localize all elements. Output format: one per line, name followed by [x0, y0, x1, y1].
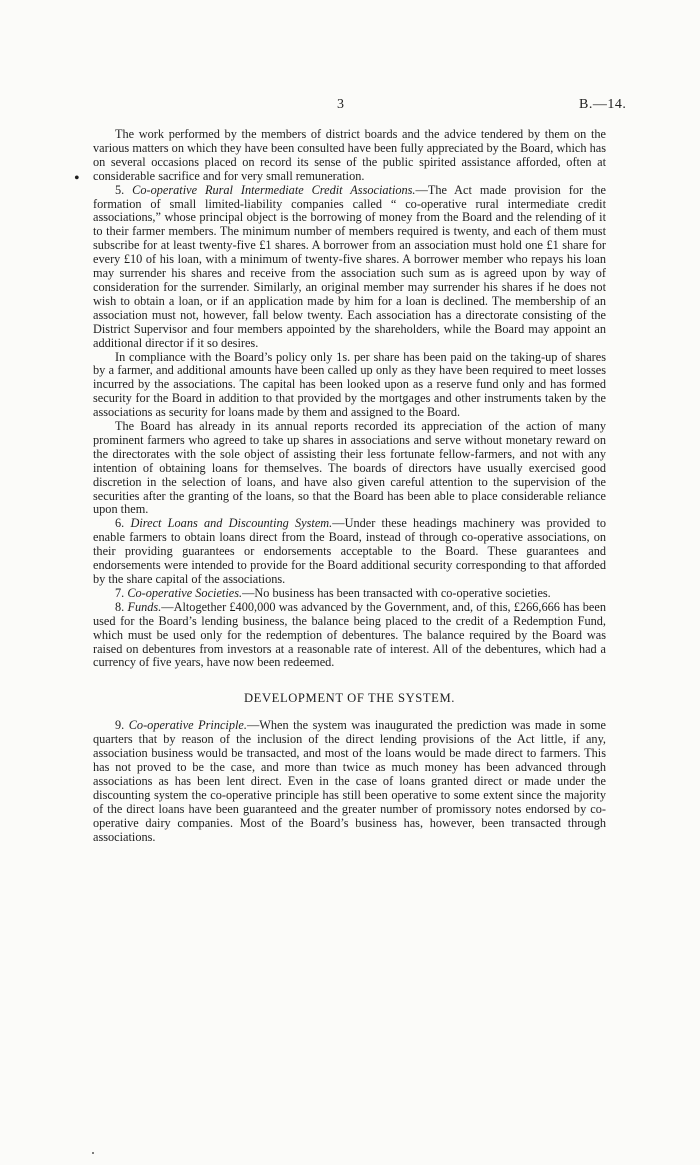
- page-number: 3: [337, 97, 344, 112]
- section-number: 6.: [115, 516, 125, 531]
- section-body: —Under these headings machinery was provided to enable farmers to obtain loans direct from the Board, instead of through co-operative associations, on their providing guarantees or endorsements acceptable to the Board. These guarantees and endorsements were intended to provide for the Board additional security corresponding to that afforded by the share capital of the associations.: [93, 516, 607, 586]
- section-title: Co-operative Societies.: [127, 585, 243, 600]
- section-body: —No business has been transacted with co-operative societies.: [242, 585, 551, 600]
- document-reference: B.—14.: [579, 97, 627, 112]
- section-body: —When the system was inaugurated the prediction was made in some quarters that by reason of the inclusion of the direct lending provisions of the Act little, if any, association business would be transacted, and most of the loans would be made direct to farmers. This has not proved to be the case, and more than twice as much money has been advanced through associations as has been lent direct. Even in the case of loans granted direct or made under the discounting system the co-operative principle has still been operative to some extent since the majority of the direct loans have been guaranteed and the greater number of promissory notes endorsed by co-operative dairy companies. Most of the Board’s business has, however, been transacted through associations.: [93, 718, 607, 844]
- section-title: Co-operative Principle.: [128, 718, 247, 733]
- paragraph-rural-credit-associations: [93, 184, 606, 351]
- section-body: —The Act made provision for the formation of small limited-liability companies called “ co-operative rural intermediate credit associations,” whose principal object is the borrowing of money from the Board and the relending of it to their farmer members. The minimum number of members required is twenty, and each of them must subscribe for at least twenty-five £1 shares. A borrower from an association must hold one £1 share for every £10 of his loan, with a minimum of twenty-five shares. A borrower member who repays his loan may surrender his shares and receive from the association such sum as is agreed upon by way of consideration for the surrender. Similarly, an original member may surrender his shares if he does not wish to obtain a loan, or if an application made by him for a loan is declined. The membership of an association must not, however, fall below twenty. Each association has a directorate consisting of the District Supervisor and four members appointed by the shareholders, while the Board may appoint an additional director if it so desires.: [93, 182, 607, 350]
- section-title: Funds.: [127, 599, 162, 614]
- section-number: 7.: [115, 585, 125, 600]
- body-text: [93, 128, 606, 844]
- section-heading: DEVELOPMENT OF THE SYSTEM.: [243, 691, 456, 706]
- page-header: [0, 97, 700, 117]
- section-title: Direct Loans and Discounting System.: [130, 516, 333, 531]
- paragraph-farmer-appreciation: The Board has already in its annual reports recorded its appreciation of the action of many prominent farmers who agreed to take up shares in associations and serve without monetary reward on the directorates with the sole object of assisting their less fortunate fellow-farmers, and not with any intention of obtaining loans for themselves. The boards of directors have usually exercised good discretion in the selection of loans, and have also given careful attention to the supervision of the securities after the granting of the loans, so that the Board has been able to place considerable reliance upon them.: [93, 419, 606, 517]
- scan-mark: [92, 1152, 94, 1154]
- paragraph-funds: [93, 601, 606, 671]
- section-body: —Altogether £400,000 was advanced by the Government, and, of this, £266,666 has been used for the Board’s lending business, the balance being placed to the credit of a Redemption Fund, which must be used only for the redemption of debentures. The balance required by the Board was raised on debentures from investors at a reasonable rate of interest. All of the debentures, which had a currency of five years, have now been redeemed.: [93, 599, 606, 670]
- paragraph-direct-loans: [93, 517, 606, 587]
- paragraph-co-operative-societies: [93, 587, 606, 601]
- paragraph-board-appreciation: The work performed by the members of district boards and the advice tendered by them on the various matters on which they have been consulted have been fully appreciated by the Board, which has on several occasions placed on record its sense of the public spirited assistance afforded, often at considerable sacrifice and for very small remuneration.: [93, 127, 606, 183]
- section-title: Co-operative Rural Intermediate Credit Associations.: [132, 182, 416, 197]
- paragraph-co-operative-principle: [93, 719, 606, 844]
- section-number: 9.: [115, 718, 125, 733]
- section-number: 8.: [115, 599, 125, 614]
- paragraph-share-policy: In compliance with the Board’s policy only 1s. per share has been paid on the taking-up of shares by a farmer, and additional amounts have been called up only as they have been required to meet losses incurred by the associations. The capital has been looked upon as a reserve fund only and has formed security for the Board in addition to that provided by the mortgages and other instruments taken by the associations as security for loans made by them and assigned to the Board.: [93, 349, 606, 420]
- section-number: 5.: [115, 182, 125, 197]
- margin-mark: •: [74, 170, 80, 187]
